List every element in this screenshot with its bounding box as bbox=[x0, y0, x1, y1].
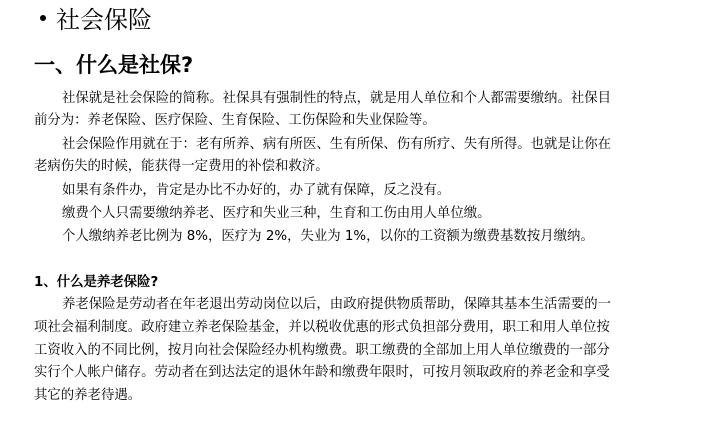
paragraph-definition bbox=[62, 88, 611, 111]
paragraph-purpose bbox=[62, 134, 611, 157]
page-title bbox=[40, 4, 152, 36]
paragraph-line: 养老保险是劳动者在年老退出劳动岗位以后，由政府提供物质帮助，保障其基本生活需要的一 bbox=[62, 297, 612, 312]
paragraph-pension bbox=[62, 294, 611, 317]
paragraph-line: 项社会福利制度。政府建立养老保险基金，并以税收优惠的形式负担部分费用，职工和用人单位按 bbox=[34, 320, 610, 335]
bullet-icon bbox=[40, 15, 46, 21]
paragraph-line: 其它的养老待遇。 bbox=[34, 387, 142, 403]
paragraph-line: 实行个人帐户储存。劳动者在到达法定的退休年龄和缴费年限时，可按月领取政府的养老金和享受 bbox=[34, 365, 610, 381]
paragraph-advice bbox=[62, 180, 450, 203]
paragraph-line: 社保就是社会保险的简称。社保具有强制性的特点，就是用人单位和个人都需要缴纳。社保目 bbox=[62, 91, 612, 106]
paragraph-line: 老病伤失的时候，能获得一定费用的补偿和救济。 bbox=[34, 159, 329, 174]
paragraph-line: 如果有条件办，肯定是办比不办好的，办了就有保障，反之没有。 bbox=[62, 183, 451, 198]
paragraph-purpose-cont bbox=[34, 156, 329, 179]
paragraph-line: 缴费个人只需要缴纳养老、医疗和失业三种，生育和工伤由用人单位缴。 bbox=[62, 206, 491, 221]
paragraph-definition-cont bbox=[34, 110, 436, 133]
paragraph-contribution-types bbox=[62, 203, 491, 226]
page-title-text: 社会保险 bbox=[56, 6, 152, 34]
paragraph-contribution-rates bbox=[62, 226, 594, 249]
paragraph-pension-cont bbox=[34, 317, 610, 407]
subsection-heading: 1、什么是养老保险? bbox=[34, 275, 159, 290]
paragraph-line: 个人缴纳养老比例为 8%，医疗为 2%，失业为 1%，以你的工资额为缴费基数按月缴纳。 bbox=[62, 229, 594, 244]
paragraph-line: 工资收入的不同比例，按月向社会保险经办机构缴费。职工缴费的全部加上用人单位缴费的一部分 bbox=[34, 342, 610, 358]
paragraph-line: 前分为：养老保险、医疗保险、生育保险、工伤保险和失业保险等。 bbox=[34, 113, 436, 128]
section-heading: 一、什么是社保? bbox=[34, 53, 194, 77]
paragraph-line: 社会保险作用就在于：老有所养、病有所医、生有所保、伤有所疗、失有所得。也就是让你在 bbox=[62, 137, 612, 152]
